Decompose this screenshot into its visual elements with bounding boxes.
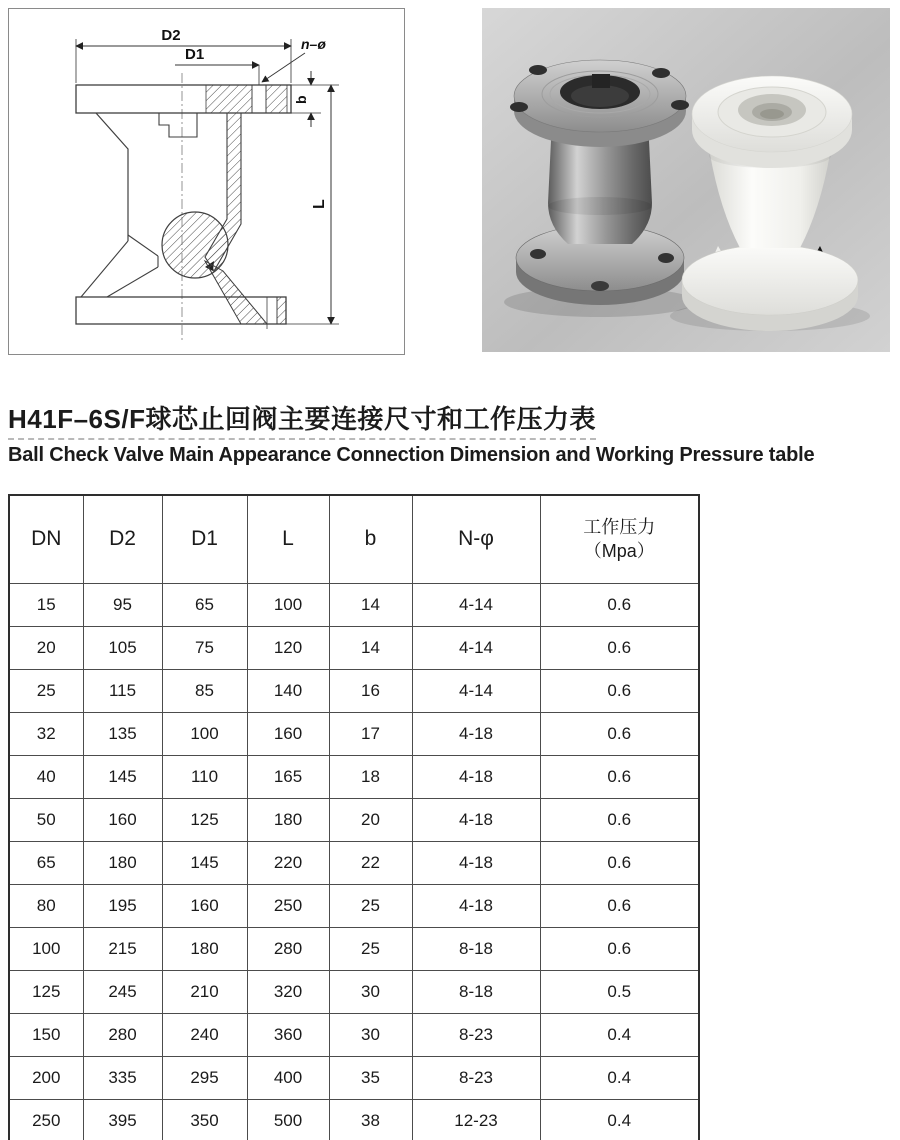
table-cell: 150 <box>9 1013 83 1056</box>
table-cell: 30 <box>329 1013 412 1056</box>
dim-label-d1: D1 <box>185 46 205 63</box>
table-cell: 220 <box>247 841 329 884</box>
table-cell: 50 <box>9 798 83 841</box>
table-cell: 18 <box>329 755 412 798</box>
table-cell: 22 <box>329 841 412 884</box>
table-cell: 250 <box>247 884 329 927</box>
table-cell: 145 <box>162 841 247 884</box>
table-cell: 0.4 <box>540 1013 699 1056</box>
table-cell: 145 <box>83 755 162 798</box>
table-cell: 140 <box>247 669 329 712</box>
table-cell: 135 <box>83 712 162 755</box>
table-cell: 180 <box>162 927 247 970</box>
table-cell: 115 <box>83 669 162 712</box>
table-cell: 0.6 <box>540 927 699 970</box>
table-cell: 180 <box>83 841 162 884</box>
table-cell: 0.5 <box>540 970 699 1013</box>
table-cell: 16 <box>329 669 412 712</box>
table-cell: 0.6 <box>540 841 699 884</box>
table-cell: 4-18 <box>412 712 540 755</box>
table-cell: 4-18 <box>412 841 540 884</box>
table-cell: 200 <box>9 1056 83 1099</box>
table-cell: 14 <box>329 626 412 669</box>
table-cell: 0.4 <box>540 1099 699 1140</box>
table-cell: 160 <box>83 798 162 841</box>
table-cell: 215 <box>83 927 162 970</box>
table-cell: 17 <box>329 712 412 755</box>
table-cell: 8-23 <box>412 1056 540 1099</box>
table-cell: 4-14 <box>412 669 540 712</box>
table-cell: 12-23 <box>412 1099 540 1140</box>
table-cell: 160 <box>247 712 329 755</box>
table-cell: 0.6 <box>540 798 699 841</box>
column-header: N-φ <box>412 495 540 583</box>
table-cell: 80 <box>9 884 83 927</box>
table-cell: 75 <box>162 626 247 669</box>
table-cell: 245 <box>83 970 162 1013</box>
table-cell: 110 <box>162 755 247 798</box>
table-cell: 350 <box>162 1099 247 1140</box>
table-cell: 32 <box>9 712 83 755</box>
table-cell: 0.6 <box>540 884 699 927</box>
table-cell: 8-23 <box>412 1013 540 1056</box>
table-row <box>9 970 699 1013</box>
table-cell: 35 <box>329 1056 412 1099</box>
dim-label-d2: D2 <box>161 27 181 44</box>
table-cell: 14 <box>329 583 412 626</box>
page-title: H41F–6S/F球芯止回阀主要连接尺寸和工作压力表 <box>8 404 596 434</box>
table-cell: 120 <box>247 626 329 669</box>
table-cell: 25 <box>329 927 412 970</box>
column-header: D1 <box>162 495 247 583</box>
table-cell: 4-14 <box>412 626 540 669</box>
table-cell: 160 <box>162 884 247 927</box>
table-cell: 4-18 <box>412 798 540 841</box>
table-row <box>9 1013 699 1056</box>
table-cell: 30 <box>329 970 412 1013</box>
table-cell: 0.6 <box>540 669 699 712</box>
table-row <box>9 1056 699 1099</box>
column-header <box>540 495 699 583</box>
table-cell: 38 <box>329 1099 412 1140</box>
table-cell: 105 <box>83 626 162 669</box>
table-cell: 250 <box>9 1099 83 1140</box>
table-cell: 20 <box>329 798 412 841</box>
table-row <box>9 626 699 669</box>
table-row <box>9 669 699 712</box>
table-cell: 180 <box>247 798 329 841</box>
table-cell: 100 <box>162 712 247 755</box>
table-row <box>9 1099 699 1140</box>
table-row <box>9 712 699 755</box>
table-cell: 0.6 <box>540 712 699 755</box>
dimension-table <box>8 494 700 1140</box>
table-cell: 85 <box>162 669 247 712</box>
table-cell: 125 <box>9 970 83 1013</box>
table-cell: 0.6 <box>540 626 699 669</box>
table-cell: 8-18 <box>412 927 540 970</box>
column-header: DN <box>9 495 83 583</box>
table-cell: 395 <box>83 1099 162 1140</box>
table-cell: 25 <box>9 669 83 712</box>
column-header-line2: （Mpa） <box>583 541 655 562</box>
column-header: b <box>329 495 412 583</box>
table-row <box>9 841 699 884</box>
table-cell: 280 <box>247 927 329 970</box>
table-cell: 8-18 <box>412 970 540 1013</box>
column-header: D2 <box>83 495 162 583</box>
table-cell: 165 <box>247 755 329 798</box>
table-cell: 210 <box>162 970 247 1013</box>
table-cell: 15 <box>9 583 83 626</box>
table-cell: 4-18 <box>412 884 540 927</box>
table-cell: 100 <box>9 927 83 970</box>
table-cell: 320 <box>247 970 329 1013</box>
table-cell: 240 <box>162 1013 247 1056</box>
table-cell: 65 <box>9 841 83 884</box>
table-cell: 195 <box>83 884 162 927</box>
page-subtitle: Ball Check Valve Main Appearance Connection Dimension and Working Pressure table <box>8 444 815 466</box>
table-cell: 20 <box>9 626 83 669</box>
column-header: L <box>247 495 329 583</box>
table-cell: 360 <box>247 1013 329 1056</box>
table-row <box>9 884 699 927</box>
technical-drawing <box>8 8 405 355</box>
table-cell: 100 <box>247 583 329 626</box>
table-cell: 500 <box>247 1099 329 1140</box>
column-header-line1: 工作压力 <box>583 516 656 537</box>
table-cell: 0.4 <box>540 1056 699 1099</box>
dim-label-l: L <box>311 199 328 209</box>
table-cell: 25 <box>329 884 412 927</box>
table-cell: 0.6 <box>540 755 699 798</box>
table-row <box>9 583 699 626</box>
valves-photo <box>482 8 890 352</box>
table-cell: 4-14 <box>412 583 540 626</box>
table-cell: 95 <box>83 583 162 626</box>
table-cell: 400 <box>247 1056 329 1099</box>
table-cell: 40 <box>9 755 83 798</box>
table-cell: 335 <box>83 1056 162 1099</box>
product-photo <box>482 8 890 352</box>
table-cell: 295 <box>162 1056 247 1099</box>
dim-label-n-phi: n–ø <box>301 36 326 52</box>
dim-label-b: b <box>293 95 309 104</box>
table-cell: 4-18 <box>412 755 540 798</box>
table-cell: 65 <box>162 583 247 626</box>
table-cell: 0.6 <box>540 583 699 626</box>
table-row <box>9 927 699 970</box>
table-cell: 125 <box>162 798 247 841</box>
title-separator <box>8 438 596 440</box>
table-cell: 280 <box>83 1013 162 1056</box>
table-row <box>9 798 699 841</box>
valve-cross-section-diagram <box>9 9 404 354</box>
table-header-row <box>9 495 699 583</box>
table-row <box>9 755 699 798</box>
